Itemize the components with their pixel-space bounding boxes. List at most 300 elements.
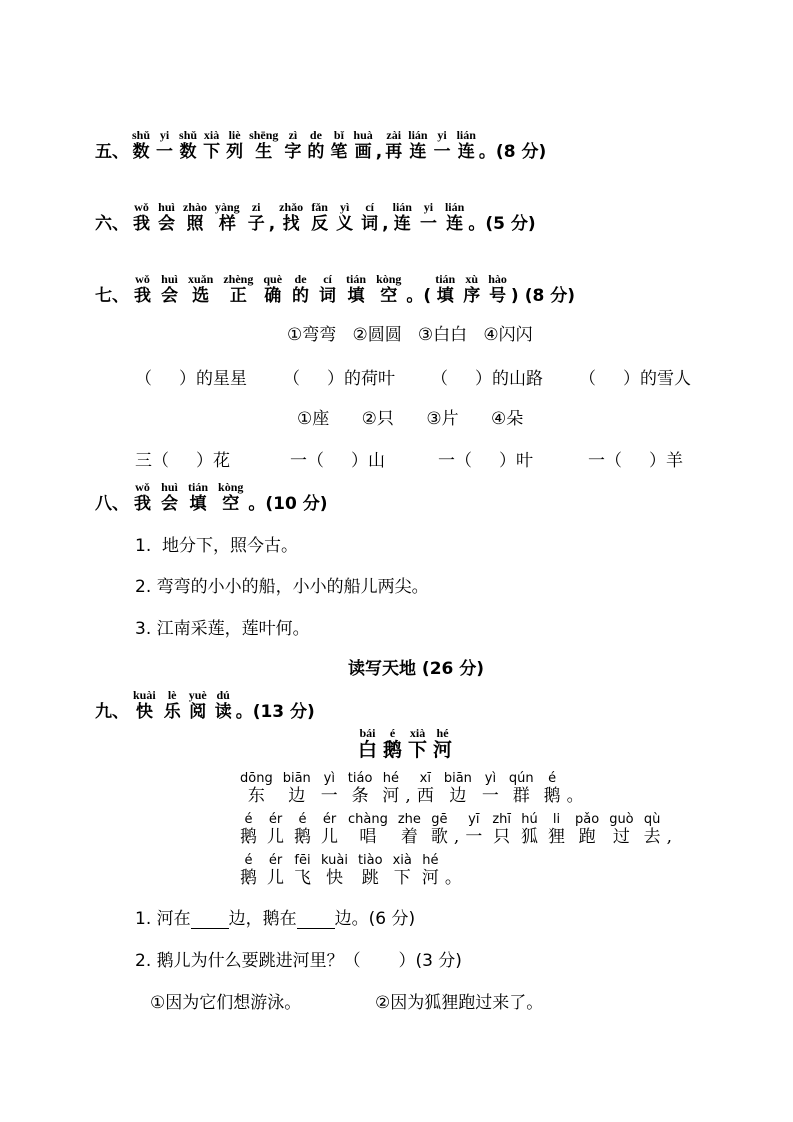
ruby-char [346, 272, 366, 306]
hanzi: 数 [179, 142, 197, 162]
hanzi: 一 [433, 142, 451, 162]
pinyin: kuài [321, 853, 348, 868]
pinyin: zì [288, 128, 298, 142]
pinyin: ér [268, 853, 283, 868]
pinyin: xià [392, 853, 412, 868]
ruby-char [393, 854, 412, 888]
hanzi: 一 [481, 786, 499, 806]
pinyin: tiào [357, 853, 383, 868]
hanzi: 歌 [430, 827, 448, 847]
ruby-char [179, 128, 197, 162]
pinyin: tiáo [347, 771, 373, 786]
pinyin: biān [282, 771, 311, 786]
pinyin: hé [436, 726, 449, 740]
hanzi: 反 [311, 214, 329, 234]
ruby-char [434, 128, 451, 162]
ruby-char [408, 128, 427, 162]
hanzi: 乐 [163, 702, 181, 722]
hanzi: 会 [161, 286, 178, 306]
pinyin: tián [346, 272, 367, 286]
hanzi: 一 [320, 786, 338, 806]
hanzi: 阅 [189, 702, 207, 722]
pinyin: yì [323, 771, 335, 786]
question-2-option-2: ②因为狐狸跑过来了。 [375, 993, 544, 1013]
ruby-char [398, 813, 421, 847]
pinyin: zhào [183, 200, 207, 214]
ruby-char [240, 854, 257, 888]
pinyin: hào [488, 272, 507, 286]
hanzi: 跑 [578, 827, 596, 847]
ruby-char [609, 813, 633, 847]
pinyin: dú [216, 688, 230, 702]
ruby-char [667, 813, 672, 847]
hanzi: 一 [465, 827, 483, 847]
hanzi: 西 [416, 786, 434, 806]
section-7-options-1: ①弯弯 ②圆圆 ③白白 ④闪闪 [287, 325, 533, 345]
ruby-char [215, 688, 232, 722]
ruby-char [336, 200, 353, 234]
section-6-heading: 六、 wǒ 我 huì 会 zhào 照 yàng 样 zi 子 , zhǎo 找 fǎn 反 yì 义 cí 词 , lián 连 yi 一 lián 连 。 (5 分) [95, 200, 536, 234]
ruby-char [358, 854, 383, 888]
ruby-char [284, 128, 301, 162]
hanzi: 河 [382, 786, 400, 806]
hanzi: 填 [347, 286, 365, 306]
pinyin: zhe [397, 812, 421, 827]
hanzi: 空 [380, 286, 398, 306]
ruby-char [488, 272, 507, 306]
ruby-char [567, 772, 584, 806]
hanzi: 样 [218, 214, 236, 234]
section-9-heading: 九、 kuài 快 lè 乐 yuè 阅 dú 读 。 (13 分) [95, 688, 315, 722]
hanzi: 读 [214, 702, 232, 722]
ruby-char [133, 200, 150, 234]
ruby-char [267, 813, 284, 847]
ruby-char [321, 813, 338, 847]
section-8-item-1: 1. 地分下，照今古。 [135, 536, 299, 556]
ruby-char [361, 200, 378, 234]
section-8-item-2: 2. 弯弯的小小的船，小小的船儿两尖。 [135, 577, 429, 597]
hanzi: 的 [307, 142, 325, 162]
pinyin: kòng [218, 480, 244, 494]
ruby-char [521, 813, 538, 847]
part-title-points: (26 分) [421, 659, 485, 679]
pinyin: lè [167, 688, 177, 702]
hanzi: 词 [319, 286, 337, 306]
hanzi: 连 [409, 142, 427, 162]
pinyin: huì [158, 200, 175, 214]
pinyin: wǒ [135, 480, 150, 494]
hanzi: 快 [325, 868, 343, 888]
blank-item: （ ）的荷叶 [283, 369, 396, 389]
pinyin: xī [419, 771, 431, 786]
hanzi: 鹅 [240, 868, 257, 888]
section-8-item-3: 3. 江南采莲，莲叶何。 [135, 619, 310, 639]
ruby-char [319, 272, 336, 306]
poem-title [355, 726, 455, 760]
question-2: 2. 鹅儿为什么要跳进河里？（ ）(3 分) [135, 951, 462, 971]
hanzi: 连 [457, 142, 475, 162]
hanzi: 河 [433, 739, 453, 761]
section-7-row-1 [135, 364, 727, 389]
hanzi: 选 [192, 286, 210, 306]
ruby-char [226, 128, 243, 162]
ruby-char [353, 128, 372, 162]
pinyin: é [244, 812, 253, 827]
pinyin: gē [431, 812, 448, 827]
ruby-char [158, 200, 175, 234]
section-8-points: (10 分) [265, 494, 328, 514]
pinyin: zài [386, 128, 402, 142]
section-7-options-2: ①座 ②只 ③片 ④朵 [297, 409, 524, 429]
hanzi: 空 [222, 494, 240, 514]
ruby-char [240, 813, 257, 847]
hanzi: 狐 [521, 827, 539, 847]
ruby-char [292, 272, 309, 306]
section-7-points: (8 分) [524, 286, 575, 306]
pinyin: huà [353, 128, 373, 142]
pinyin: yi [437, 128, 447, 142]
section-7-heading: 七、 wǒ 我 huì 会 xuǎn 选 zhèng 正 què 确 de 的 cí 词 tián 填 kòng 空 。( tián 填 xù 序 hào 号 ) (8 分) [95, 272, 575, 306]
ruby-char [267, 854, 284, 888]
pinyin: shǔ [179, 128, 198, 142]
ruby-char [382, 772, 399, 806]
question-2-option-1: ①因为它们想游泳。 [150, 993, 302, 1013]
question-1-text-b: 边，鹅在 [228, 909, 297, 929]
pinyin: ér [322, 812, 337, 827]
section-7-row-2 [135, 446, 708, 471]
pinyin: qù [643, 812, 661, 827]
hanzi: 填 [436, 286, 454, 306]
pinyin: liè [228, 128, 241, 142]
blank-item: 一（ ）羊 [588, 451, 684, 471]
ruby-char [134, 480, 151, 514]
pinyin: hé [422, 853, 439, 868]
ruby-char [420, 200, 437, 234]
blank-item: （ ）的山路 [431, 369, 544, 389]
hanzi: 鹅 [543, 786, 561, 806]
poem-line-2 [235, 813, 673, 847]
pinyin: lián [408, 128, 428, 142]
section-9-points: (13 分) [252, 702, 315, 722]
pinyin: cí [365, 200, 374, 214]
pinyin: biān [443, 771, 472, 786]
hanzi: 一 [419, 214, 437, 234]
ruby-char [183, 200, 207, 234]
ruby-char [330, 128, 347, 162]
ruby-char [215, 200, 240, 234]
pinyin: de [294, 272, 307, 286]
pinyin: huì [161, 480, 178, 494]
hanzi: , [666, 827, 673, 847]
ruby-char [644, 813, 661, 847]
hanzi: 着 [400, 827, 418, 847]
hanzi: 河 [421, 868, 439, 888]
hanzi: 鹅 [383, 739, 403, 761]
pinyin: guò [609, 812, 634, 827]
ruby-char [132, 128, 150, 162]
pinyin: zi [251, 200, 261, 214]
pinyin: xià [203, 128, 220, 142]
ruby-char [417, 772, 434, 806]
ruby-char [544, 772, 561, 806]
hanzi: 跳 [361, 868, 379, 888]
pinyin: zhī [492, 812, 512, 827]
ruby-char [492, 813, 511, 847]
hanzi: 儿 [267, 827, 284, 847]
pinyin: shēng [249, 128, 279, 142]
pinyin: é [298, 812, 307, 827]
question-1 [135, 904, 415, 929]
hanzi: 我 [134, 494, 151, 514]
ruby-char [321, 772, 338, 806]
pinyin: yì [339, 200, 350, 214]
pinyin: cí [323, 272, 332, 286]
ruby-char [445, 200, 464, 234]
ruby-char [189, 688, 207, 722]
hanzi: 边 [449, 786, 467, 806]
blank-item: 一（ ）叶 [438, 451, 534, 471]
ruby-char [465, 813, 482, 847]
pinyin: tián [435, 272, 456, 286]
pinyin: é [389, 726, 396, 740]
hanzi: 下 [408, 739, 428, 761]
ruby-char [203, 128, 220, 162]
hanzi: 东 [247, 786, 265, 806]
ruby-char [240, 772, 273, 806]
ruby-char [457, 128, 476, 162]
question-1-text-a: 1. 河在 [135, 909, 191, 929]
hanzi: 鹅 [294, 827, 311, 847]
hanzi: 会 [161, 494, 178, 514]
pinyin: de [309, 128, 322, 142]
hanzi: , [405, 786, 411, 806]
ruby-char [294, 854, 311, 888]
pinyin: zhèng [223, 272, 254, 286]
hanzi: 狸 [548, 827, 566, 847]
hanzi: 。 [444, 868, 462, 888]
part-title [348, 654, 484, 679]
pinyin: fǎn [311, 200, 328, 214]
pinyin: dōng [240, 771, 273, 786]
hanzi: 下 [203, 142, 221, 162]
pinyin: kuài [133, 688, 156, 702]
hanzi: 照 [186, 214, 204, 234]
hanzi: 。 [566, 786, 584, 806]
hanzi: 生 [255, 142, 273, 162]
pinyin: yi [423, 200, 434, 214]
pinyin: wǒ [134, 200, 149, 214]
ruby-char [393, 200, 412, 234]
ruby-char [307, 128, 324, 162]
ruby-char [431, 813, 448, 847]
ruby-char [463, 272, 480, 306]
ruby-char [376, 272, 401, 306]
pinyin: yī [468, 812, 480, 827]
ruby-char [218, 480, 243, 514]
ruby-char [248, 200, 265, 234]
ruby-char [279, 200, 303, 234]
hanzi: , [453, 827, 460, 847]
ruby-char [435, 272, 455, 306]
hanzi: 子 [247, 214, 265, 234]
ruby-char [164, 688, 181, 722]
ruby-char [358, 726, 377, 760]
blank-item: （ ）的星星 [135, 369, 248, 389]
hanzi: 序 [463, 286, 481, 306]
pinyin: yàng [215, 200, 240, 214]
ruby-char [454, 813, 459, 847]
pinyin: é [244, 853, 253, 868]
hanzi: 再 [385, 142, 403, 162]
ruby-char [188, 480, 208, 514]
ruby-char [321, 854, 348, 888]
hanzi: 只 [493, 827, 511, 847]
section-8-heading: 八、 wǒ 我 huì 会 tián 填 kòng 空 。 (10 分) [95, 480, 328, 514]
hanzi: 正 [229, 286, 247, 306]
hanzi: 条 [351, 786, 369, 806]
pinyin [454, 813, 459, 827]
pinyin: qún [508, 771, 534, 786]
hanzi: 儿 [321, 827, 338, 847]
pinyin: bái [359, 726, 376, 740]
hanzi: 字 [284, 142, 302, 162]
hanzi: 我 [134, 286, 151, 306]
pinyin: xià [409, 726, 426, 740]
ruby-char [383, 726, 402, 760]
pinyin: yuè [188, 688, 207, 702]
hanzi: 过 [612, 827, 630, 847]
pinyin: ér [268, 812, 283, 827]
ruby-char [249, 128, 278, 162]
pinyin: lián [392, 200, 412, 214]
hanzi: 数 [132, 142, 150, 162]
question-1-text-c: 边。(6 分) [334, 909, 416, 929]
pinyin: tián [188, 480, 209, 494]
pinyin [667, 813, 672, 827]
ruby-char [311, 200, 328, 234]
ruby-char [263, 272, 282, 306]
pinyin: bǐ [333, 128, 344, 142]
ruby-char [133, 688, 156, 722]
ruby-char [161, 272, 178, 306]
pinyin: li [552, 812, 561, 827]
hanzi: 找 [282, 214, 300, 234]
pinyin: xuǎn [188, 272, 214, 286]
ruby-char [223, 272, 253, 306]
pinyin [445, 854, 462, 868]
section-5-chars2 [382, 128, 479, 162]
hanzi: 群 [512, 786, 530, 806]
hanzi: 画 [354, 142, 372, 162]
pinyin: què [263, 272, 283, 286]
pinyin: chàng [348, 812, 388, 827]
hanzi: 笔 [330, 142, 348, 162]
part-title-text: 读写天地 [348, 659, 416, 679]
poem-line-3 [235, 854, 463, 888]
ruby-char [161, 480, 178, 514]
hanzi: 儿 [267, 868, 284, 888]
hanzi: 白 [358, 739, 378, 761]
pinyin: huì [161, 272, 178, 286]
hanzi: 的 [292, 286, 310, 306]
ruby-char [509, 772, 534, 806]
pinyin: zhǎo [279, 200, 304, 214]
pinyin: xù [465, 272, 479, 286]
ruby-char [445, 854, 462, 888]
ruby-char [548, 813, 565, 847]
pinyin: lián [444, 200, 465, 214]
pinyin: lián [456, 128, 476, 142]
ruby-char [348, 772, 373, 806]
hanzi: 列 [226, 142, 244, 162]
section-5-heading: 五、 shǔ 数 yi 一 shǔ 数 xià 下 liè 列 shēng 生 zì 字 de 的 bǐ 笔 huà 画 , zài 再 lián 连 yi 一 lián 连 。 (8 分) [95, 128, 547, 162]
hanzi: 边 [288, 786, 306, 806]
hanzi: 词 [361, 214, 379, 234]
poem-line-1 [235, 772, 585, 806]
hanzi: 我 [133, 214, 150, 234]
hanzi: 去 [643, 827, 661, 847]
ruby-char [283, 772, 311, 806]
section-5-points: (8 分) [495, 142, 547, 162]
ruby-char [348, 813, 388, 847]
ruby-char [134, 272, 151, 306]
ruby-char [422, 854, 439, 888]
hanzi: 鹅 [240, 827, 257, 847]
hanzi: 下 [393, 868, 411, 888]
ruby-char [408, 726, 427, 760]
hanzi: 填 [189, 494, 207, 514]
hanzi: 连 [446, 214, 464, 234]
ruby-char [294, 813, 311, 847]
blank-item: （ ）的雪人 [579, 369, 692, 389]
pinyin: hú [521, 812, 538, 827]
blank-item: 一（ ）山 [290, 451, 386, 471]
pinyin: é [548, 771, 557, 786]
hanzi: 快 [135, 702, 153, 722]
pinyin: kòng [376, 272, 402, 286]
pinyin: fēi [294, 853, 311, 868]
section-6-points: (5 分) [485, 214, 536, 234]
pinyin: shǔ [132, 128, 151, 142]
hanzi: 确 [264, 286, 282, 306]
answer-blank[interactable] [191, 912, 229, 929]
hanzi: 唱 [359, 827, 377, 847]
hanzi: 飞 [294, 868, 311, 888]
hanzi: 一 [156, 142, 174, 162]
ruby-char [188, 272, 213, 306]
hanzi: 会 [158, 214, 175, 234]
pinyin: pǎo [575, 812, 600, 827]
pinyin [405, 772, 410, 786]
pinyin: yì [484, 771, 497, 786]
hanzi: 义 [336, 214, 354, 234]
hanzi: 号 [489, 286, 507, 306]
blank-item: 三（ ）花 [135, 451, 231, 471]
ruby-char [385, 128, 402, 162]
pinyin [567, 772, 584, 786]
pinyin: yi [159, 128, 170, 142]
ruby-char [575, 813, 599, 847]
hanzi: 连 [393, 214, 411, 234]
ruby-char [405, 772, 410, 806]
pinyin: wǒ [135, 272, 150, 286]
answer-blank[interactable] [297, 912, 335, 929]
ruby-char [444, 772, 472, 806]
pinyin: hé [382, 771, 400, 786]
ruby-char [482, 772, 499, 806]
ruby-char [156, 128, 173, 162]
ruby-char [433, 726, 452, 760]
